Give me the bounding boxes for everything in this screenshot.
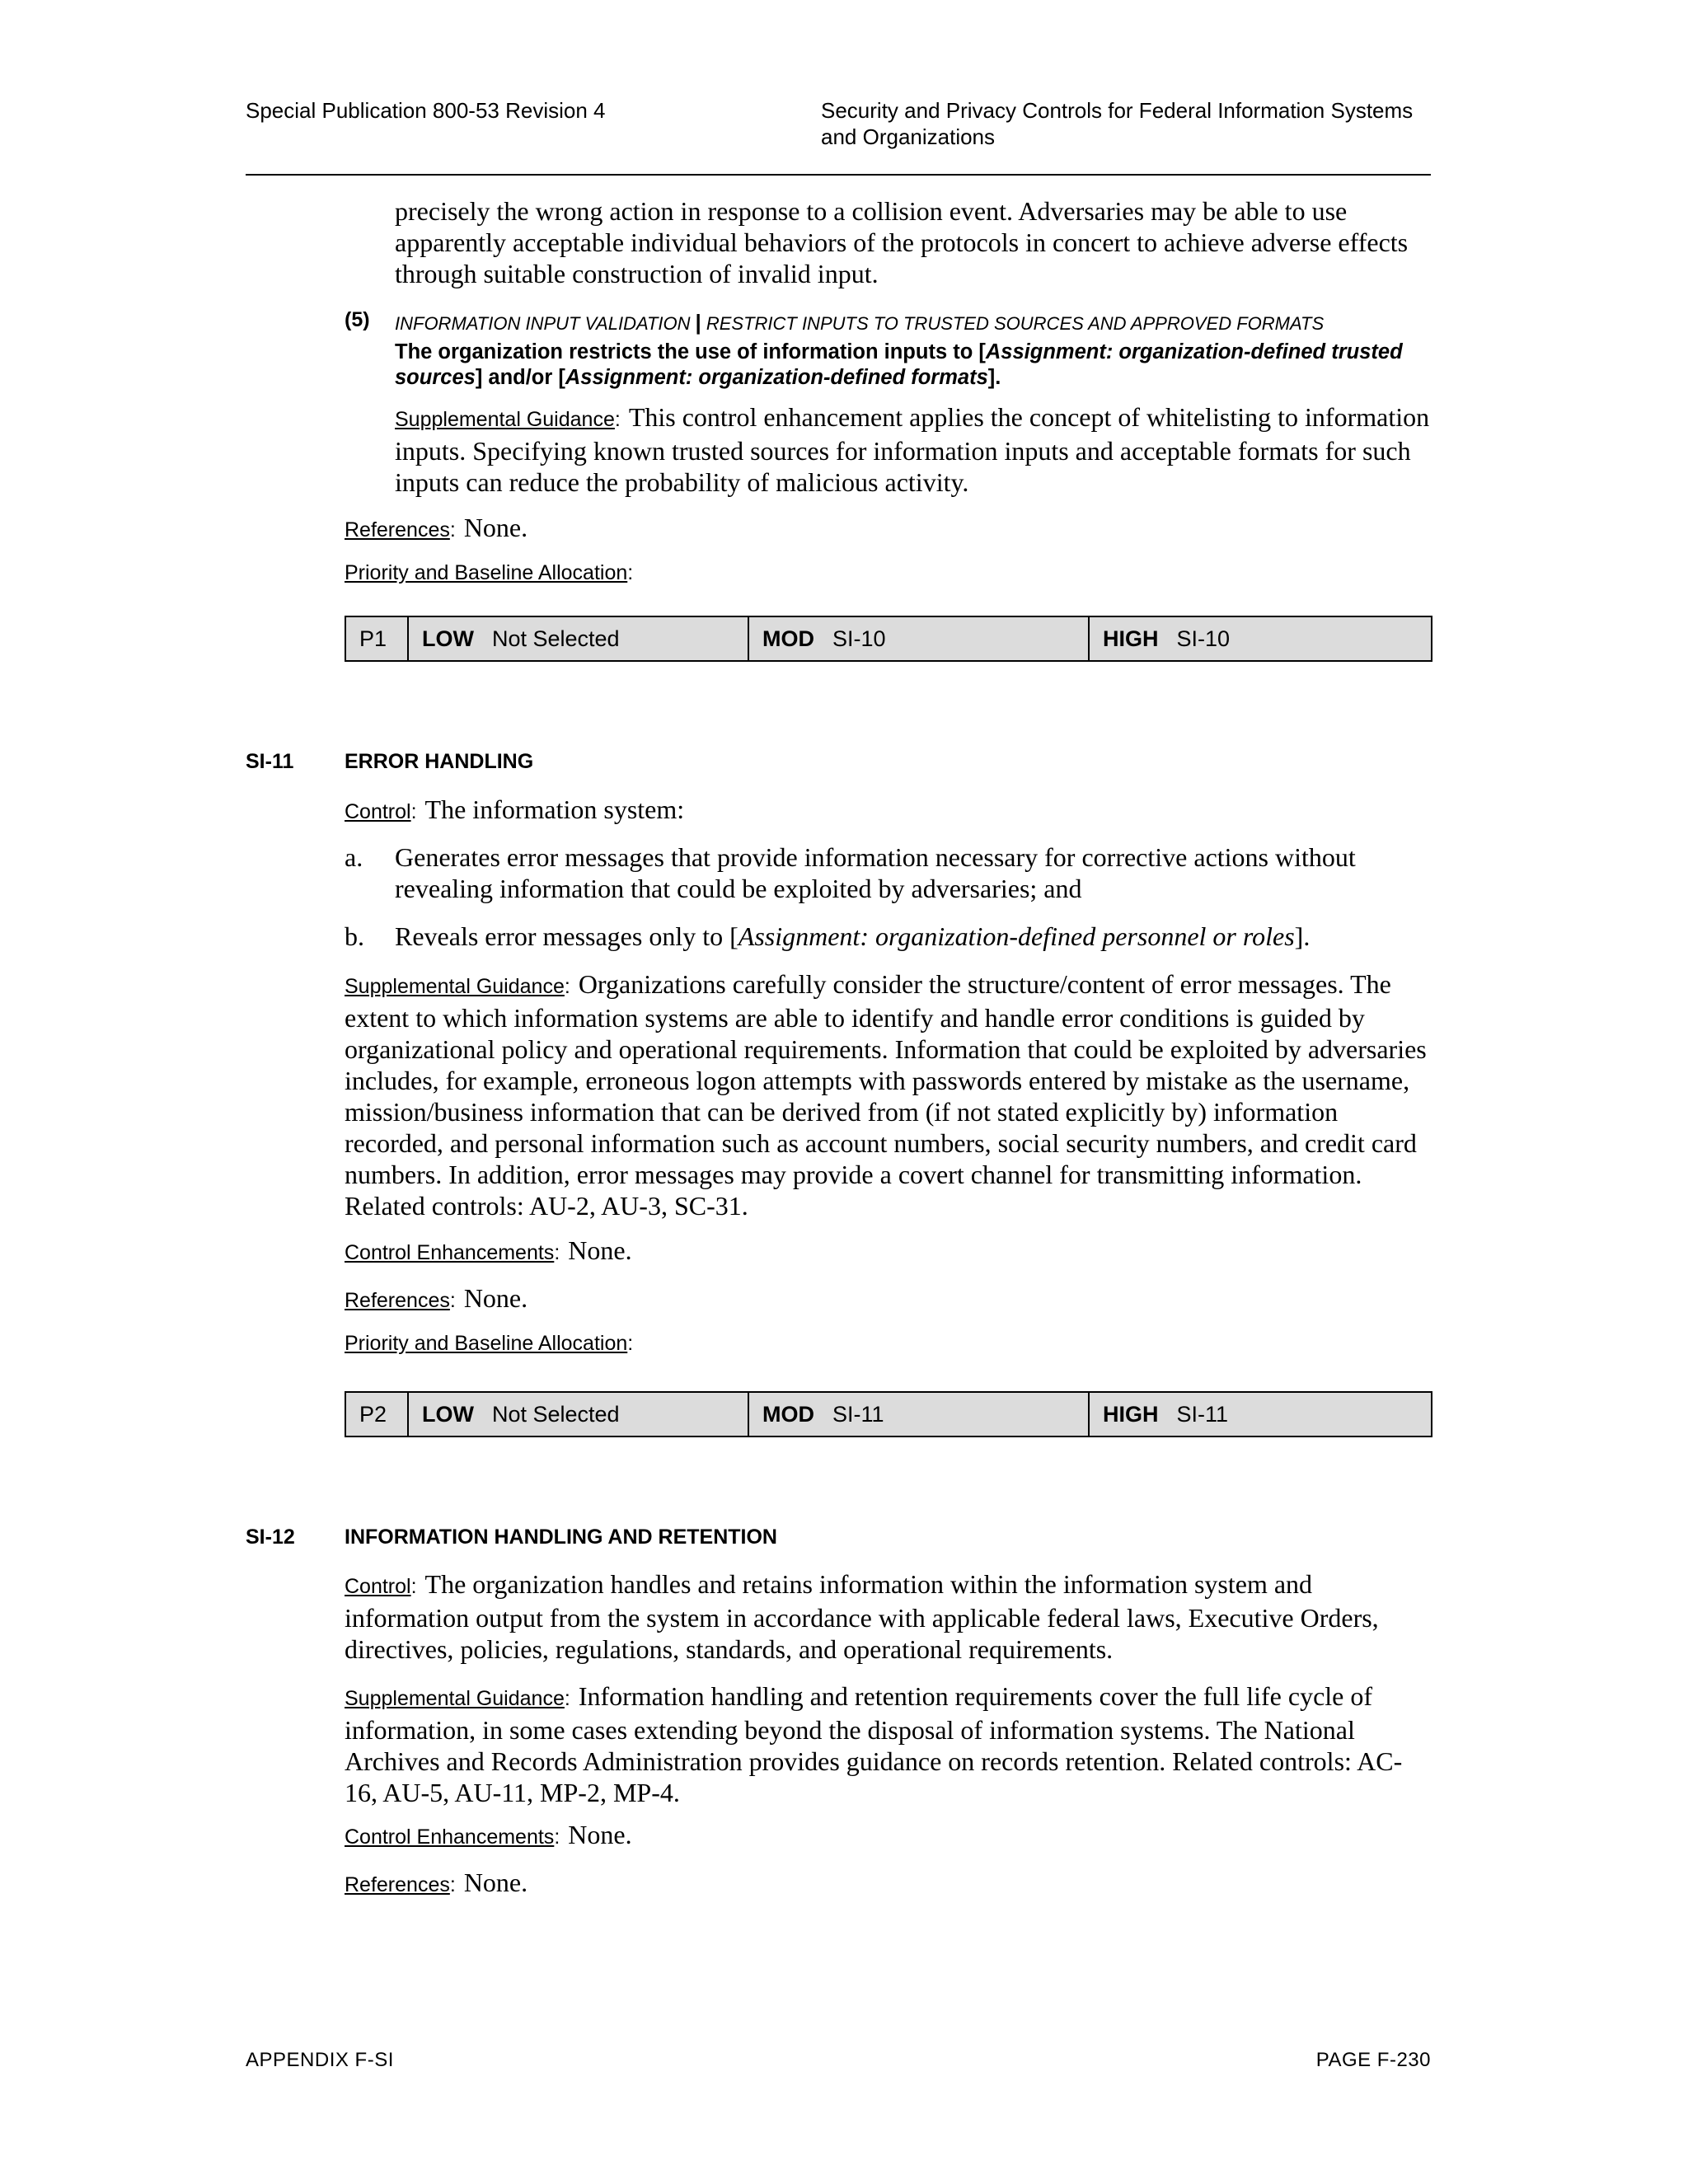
si11-guidance: Supplemental Guidance: Organizations carefully consider the structure/content of error messages. The extent to which information systems are able to identify and handle error conditions is guided by organizational policy and operational requirements. Information that could be exploited by adversaries includes, for example, erroneous logon attempts with passwords entered by mistake as the username, mission/business information that can be derived from (if not stated explicitly by) information recorded, and personal information such as account numbers, social security numbers, and credit card numbers. In addition, error messages may provide a covert channel for transmitting information. Related controls: AU-2, AU-3, SC-31. [345, 969, 1427, 1221]
guidance-text: This control enhancement applies the concept of whitelisting to information inputs. Specifying known trusted sources for information inputs and acceptable formats for such inputs can reduce the probability of malicious activity. [395, 402, 1430, 497]
si10-priority-heading: Priority and Baseline Allocation: [345, 561, 634, 584]
references-text: None. [463, 513, 528, 542]
guidance-text: Information handling and retention requirements cover the full life cycle of information, in some cases extending beyond the disposal of information systems. The National Archives and Records Administration provides guidance on records retention. Related controls: AC-16, AU-5, AU-11, MP-2, MP-4. [345, 1681, 1403, 1807]
low-label: LOW [422, 626, 474, 651]
footer-page-number: PAGE F-230 [1315, 2049, 1431, 2071]
enhancement-title-separator: | [695, 310, 701, 335]
enhancements-label: Control Enhancements [345, 1825, 555, 1849]
mod-value: SI-11 [832, 1401, 884, 1427]
priority-label: Priority and Baseline Allocation [345, 1332, 628, 1355]
guidance-label: Supplemental Guidance [395, 408, 615, 431]
enhancements-text: None. [568, 1235, 632, 1265]
low-cell [409, 617, 749, 660]
si12-references: References: None. [345, 1868, 528, 1897]
enhancement-stmt-text: ]. [987, 366, 1001, 389]
control-text: The organization handles and retains information within the information system and information output from the system in accordance with applicable federal laws, Executive Orders, directives, policies, regulations, standards, and operational requirements. [345, 1569, 1379, 1664]
enhancement-title [395, 310, 1432, 335]
references-text: None. [463, 1283, 528, 1313]
references-label: References [345, 1873, 450, 1896]
si11-priority-heading: Priority and Baseline Allocation: [345, 1332, 634, 1355]
priority-value: P2 [359, 1401, 387, 1427]
enhancement-guidance: Supplemental Guidance: This control enhancement applies the concept of whitelisting to information inputs. Specifying known trusted sources for information inputs and acceptable formats for such inputs can reduce the probability of malicious activity. [395, 402, 1430, 497]
header-divider [246, 174, 1431, 176]
item-b-assignment: Assignment: organization-defined personnel or roles [738, 921, 1295, 951]
si12-control: Control: The organization handles and retains information within the information system and information output from the system in accordance with applicable federal laws, Executive Orders, directives, policies, regulations, standards, and operational requirements. [345, 1569, 1379, 1664]
low-value: Not Selected [491, 626, 620, 651]
header-publication: Special Publication 800-53 Revision 4 [246, 98, 606, 123]
enhancement-title-part1: INFORMATION INPUT VALIDATION [395, 313, 691, 334]
high-label: HIGH [1103, 626, 1159, 651]
si11-id: SI-11 [246, 750, 294, 773]
mod-label: MOD [762, 1401, 814, 1427]
control-label: Control [345, 800, 411, 823]
header-title-line2: and Organizations [821, 124, 996, 149]
guidance-label: Supplemental Guidance [345, 975, 565, 998]
mod-cell [749, 1393, 1090, 1436]
references-label: References [345, 518, 450, 541]
enhancement-title-part2: RESTRICT INPUTS TO TRUSTED SOURCES AND APPROVED FORMATS [706, 313, 1325, 334]
mod-label: MOD [762, 626, 814, 651]
guidance-text: Organizations carefully consider the structure/content of error messages. The extent to which information systems are able to identify and handle error conditions is guided by organizational policy and operational requirements. Information that could be exploited by adversaries includes, for example, erroneous logon attempts with passwords entered by mistake as the username, mission/business information that can be derived from (if not stated explicitly by) information recorded, and personal information such as account numbers, social security numbers, and credit card numbers. In addition, error messages may provide a covert channel for transmitting information. Related controls: AU-2, AU-3, SC-31. [345, 969, 1427, 1221]
item-b-post: ]. [1294, 921, 1311, 951]
references-text: None. [463, 1868, 528, 1897]
footer-appendix: APPENDIX F-SI [246, 2049, 394, 2071]
low-value: Not Selected [491, 1401, 620, 1427]
references-label: References [345, 1289, 450, 1312]
control-text: The information system: [424, 794, 685, 824]
si11-title: ERROR HANDLING [345, 750, 534, 773]
header-title [821, 97, 1447, 150]
si11-enhancements: Control Enhancements: None. [345, 1235, 632, 1265]
si11-item-b-label: b. [345, 921, 364, 951]
header-title-line1: Security and Privacy Controls for Federal Information Systems [821, 98, 1414, 123]
control-label: Control [345, 1575, 411, 1598]
enhancement-statement [395, 340, 1425, 391]
low-label: LOW [422, 1401, 474, 1427]
mod-value: SI-10 [832, 626, 886, 651]
item-b-pre: Reveals error messages only to [ [395, 921, 738, 951]
enhancement-stmt-assignment-sources: Assignment: organization-defined trusted sources [395, 340, 1403, 389]
enhancement-number: (5) [345, 308, 370, 331]
low-cell [409, 1393, 749, 1436]
enhancement-stmt-text: ] and/or [ [475, 366, 565, 389]
enhancement-stmt-text: The organization restricts the use of information inputs to [ [395, 340, 986, 363]
si12-id: SI-12 [246, 1526, 295, 1549]
si11-item-a-text: Generates error messages that provide information necessary for corrective actions without revealing information that could be exploited by adversaries; and [395, 842, 1356, 903]
si12-guidance: Supplemental Guidance: Information handling and retention requirements cover the full life cycle of information, in some cases extending beyond the disposal of information systems. The National Archives and Records Administration provides guidance on records retention. Related controls: AC-16, AU-5, AU-11, MP-2, MP-4. [345, 1681, 1403, 1807]
high-value: SI-11 [1176, 1401, 1229, 1427]
enhancement-stmt-assignment-formats: Assignment: organization-defined formats [565, 366, 988, 389]
enhancements-label: Control Enhancements [345, 1241, 555, 1264]
si10-priority-table [345, 616, 1432, 662]
high-cell [1090, 1393, 1431, 1436]
si10-references: References: None. [345, 513, 528, 542]
mod-cell [749, 617, 1090, 660]
si12-title: INFORMATION HANDLING AND RETENTION [345, 1526, 777, 1549]
priority-cell [346, 1393, 409, 1436]
si12-enhancements: Control Enhancements: None. [345, 1820, 632, 1849]
si11-references: References: None. [345, 1283, 528, 1313]
si11-item-b-text [395, 921, 1432, 952]
si10-continued-text: precisely the wrong action in response to a collision event. Adversaries may be able to use apparently acceptable individual behaviors of the protocols in concert to achieve adverse effects through suitable construction of invalid input. [395, 196, 1409, 288]
high-value: SI-10 [1176, 626, 1231, 651]
priority-cell [346, 617, 409, 660]
priority-label: Priority and Baseline Allocation [345, 561, 628, 584]
high-label: HIGH [1103, 1401, 1159, 1427]
si11-control: Control: The information system: [345, 794, 685, 824]
guidance-label: Supplemental Guidance [345, 1687, 565, 1710]
priority-value: P1 [359, 626, 387, 651]
si11-priority-table [345, 1391, 1432, 1437]
enhancements-text: None. [568, 1820, 632, 1849]
high-cell [1090, 617, 1431, 660]
si11-item-a-label: a. [345, 842, 363, 872]
